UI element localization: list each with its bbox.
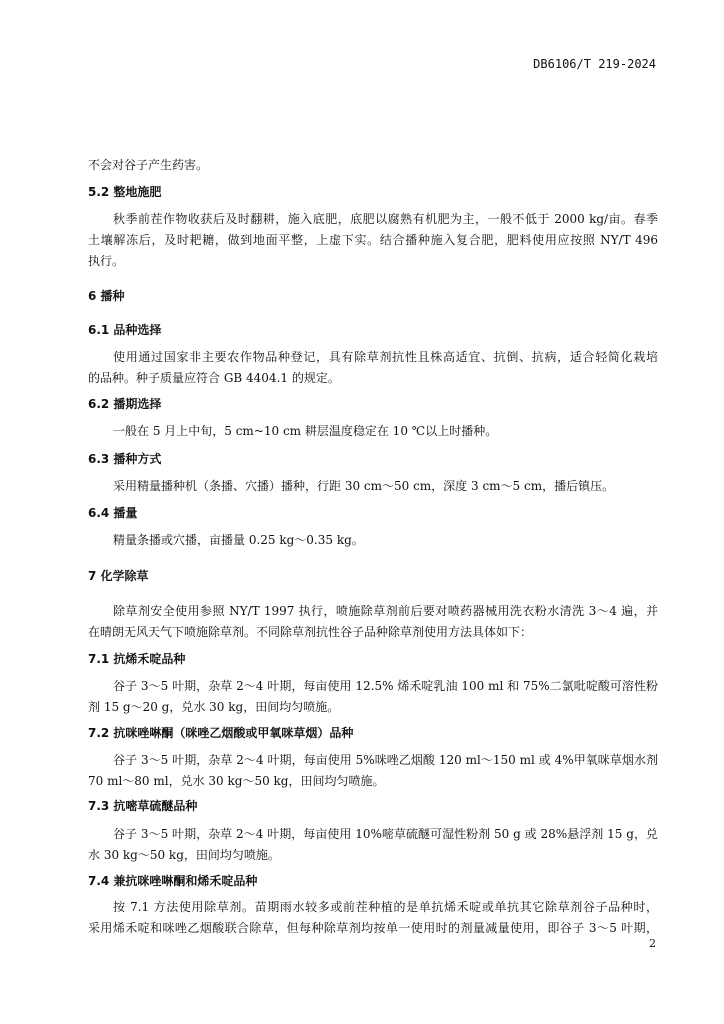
section-heading-7-3: 7.3 抗嘧草硫醚品种 xyxy=(88,799,198,813)
paragraph-line: 谷子 3～5 叶期，杂草 2～4 叶期，每亩使用 5%咪唑乙烟酸 120 ml～150 ml 或 4%甲氧咪草烟水剂 xyxy=(113,753,658,767)
paragraph-line: 秋季前茬作物收获后及时翻耕，施入底肥，底肥以腐熟有机肥为主，一般不低于 2000 kg/亩。春季 xyxy=(113,212,658,226)
paragraph-line: 一般在 5 月上中旬，5 cm~10 cm 耕层温度稳定在 10 ℃以上时播种。 xyxy=(113,424,498,438)
paragraph-line: 谷子 3～5 叶期，杂草 2～4 叶期，每亩使用 12.5% 烯禾啶乳油 100 ml 和 75%二氯吡啶酸可溶性粉 xyxy=(113,679,658,693)
section-heading-7-4: 7.4 兼抗咪唑啉酮和烯禾啶品种 xyxy=(88,874,258,888)
section-heading-7-1: 7.1 抗烯禾啶品种 xyxy=(88,652,186,666)
text-line: 不会对谷子产生药害。 xyxy=(88,158,209,172)
paragraph-line: 按 7.1 方法使用除草剂。苗期雨水较多或前茬种植的是单抗烯禾啶或单抗其它除草剂谷子品种时， xyxy=(113,900,658,914)
section-heading-5-2: 5.2 整地施肥 xyxy=(88,185,162,199)
paragraph-line: 执行。 xyxy=(88,254,125,268)
section-heading-6-3: 6.3 播种方式 xyxy=(88,452,162,466)
section-heading-6-4: 6.4 播量 xyxy=(88,506,138,520)
section-heading-7: 7 化学除草 xyxy=(88,569,149,583)
paragraph-line: 使用通过国家非主要农作物品种登记，具有除草剂抗性且株高适宜、抗倒、抗病，适合轻简化栽培 xyxy=(113,350,658,364)
paragraph-line: 水 30 kg～50 kg，田间均匀喷施。 xyxy=(88,848,280,862)
paragraph-line: 采用烯禾啶和咪唑乙烟酸联合除草，但每种除草剂均按单一使用时的剂量减量使用，即谷子 3～5 叶期， xyxy=(88,921,658,935)
section-heading-6-1: 6.1 品种选择 xyxy=(88,323,162,337)
paragraph-line: 的品种。种子质量应符合 GB 4404.1 的规定。 xyxy=(88,371,340,385)
section-heading-7-2: 7.2 抗咪唑啉酮（咪唑乙烟酸或甲氧咪草烟）品种 xyxy=(88,726,354,740)
paragraph-line: 除草剂安全使用参照 NY/T 1997 执行，喷施除草剂前后要对喷药器械用洗衣粉水清洗 3～4 遍，并 xyxy=(113,604,658,618)
paragraph-line: 采用精量播种机（条播、穴播）播种，行距 30 cm～50 cm，深度 3 cm～5 cm，播后镇压。 xyxy=(113,479,615,493)
paragraph-line: 剂 15 g～20 g，兑水 30 kg，田间均匀喷施。 xyxy=(88,700,340,714)
paragraph-line: 精量条播或穴播，亩播量 0.25 kg～0.35 kg。 xyxy=(113,533,364,547)
section-heading-6-2: 6.2 播期选择 xyxy=(88,397,162,411)
document-code: DB6106/T 219-2024 xyxy=(533,57,656,71)
paragraph-line: 谷子 3～5 叶期，杂草 2～4 叶期，每亩使用 10%嘧草硫醚可湿性粉剂 50 g 或 28%悬浮剂 15 g，兑 xyxy=(113,827,658,841)
paragraph-line: 土壤解冻后，及时耙耱，做到地面平整，上虚下实。结合播种施入复合肥，肥料使用应按照 NY/T 496 xyxy=(88,233,658,247)
paragraph-line: 70 ml～80 ml，兑水 30 kg～50 kg，田间均匀喷施。 xyxy=(88,774,385,788)
paragraph-line: 在晴朗无风天气下喷施除草剂。不同除草剂抗性谷子品种除草剂使用方法具体如下： xyxy=(88,625,533,639)
section-heading-6: 6 播种 xyxy=(88,289,125,303)
page-number: 2 xyxy=(649,937,656,950)
